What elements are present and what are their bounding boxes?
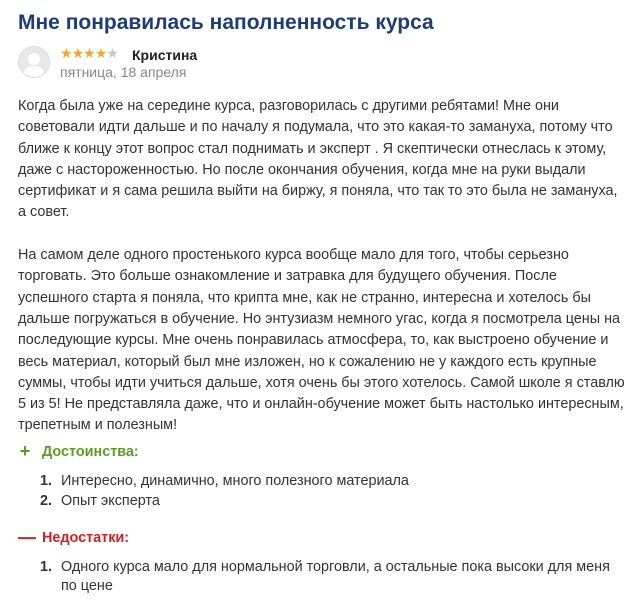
list-item-text: Одного курса мало для нормальной торговли, а остальные пока высоки для меня по цене <box>61 559 610 594</box>
star-empty-icon: ★ <box>106 45 118 61</box>
avatar-silhouette-icon <box>19 47 49 77</box>
list-item <box>40 492 600 511</box>
review-date: пятница, 18 апреля <box>60 64 187 80</box>
review-paragraph: На самом деле одного простенького курса вообще мало для того, чтобы серьезно торговать. Это больше ознакомление и затравка для будущего обучения. После успешного старта я поняла, что крипта мне, как не странно, интересна и хотелось бы дальше погружаться в обучение. Но энтузиазм немного угас, когда я посмотрела цены на последующие курсы. Мне очень понравилась атмосфера, то, как выстроено обучение и весь материал, который был мне изложен, но к сожалению не у каждого есть крупные суммы, чтобы идти учиться дальше, хотя очень бы этого хотелось. Самой школе я ставлю 5 из 5! Не представляла даже, что и онлайн-обучение может быть настолько интересным, трепетным и полезным! <box>18 247 625 434</box>
star-filled-icon: ★ <box>94 45 107 61</box>
cons-list <box>40 558 628 597</box>
plus-icon: + <box>19 441 31 461</box>
star-filled-icon: ★ <box>83 45 95 61</box>
author-name[interactable]: Кристина <box>132 47 198 63</box>
cons-heading-label: Недостатки: <box>42 529 130 546</box>
list-item <box>40 558 628 596</box>
review-paragraph: Когда была уже на середине курса, разговорилась с другими ребятами! Мне они советовали идти дальше и по началу я подумала, что это какая-то замануха, потому что ближе к концу этот вопрос стал поднимать и эксперт . Я скептически отнеслась к этому, даже с настороженностью. Но после окончания обучения, когда мне на руки выдали сертификат и я сама решила выйти на биржу, я поняла, что так то это была не замануха, а совет. <box>18 98 618 221</box>
pros-list <box>40 472 600 512</box>
list-item-number: 1. <box>40 559 53 575</box>
star-filled-icon: ★ <box>71 45 84 61</box>
list-item-number: 1. <box>40 473 53 489</box>
rating-stars <box>60 45 118 61</box>
user-avatar-icon[interactable] <box>18 46 50 78</box>
star-filled-icon: ★ <box>60 45 72 61</box>
review-body <box>18 96 628 437</box>
list-item <box>40 472 600 491</box>
list-item-text: Опыт эксперта <box>61 493 160 509</box>
list-item-text: Интересно, динамично, много полезного материала <box>61 473 409 489</box>
cons-heading <box>18 527 129 548</box>
minus-icon: — <box>18 527 36 547</box>
pros-heading <box>18 441 139 462</box>
review-title[interactable]: Мне понравилась наполненность курса <box>18 11 434 34</box>
pros-heading-label: Достоинства: <box>42 443 139 460</box>
list-item-number: 2. <box>40 493 53 509</box>
